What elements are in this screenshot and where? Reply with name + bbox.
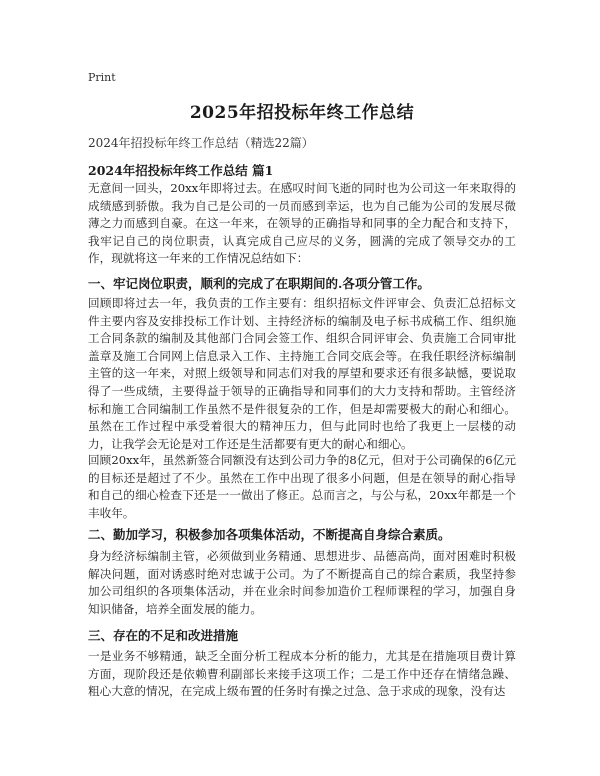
- section-1-paragraph-1: 回顾即将过去一年，我负责的工作主要有：组织招标文件评审会、负责汇总招标文件主要内容及安排投标工作计划、主持经济标的编制及电子标书成稿工作、组织施工合同条款的编制及其他部门合同会签工作、组织合同评审会、负责施工合同审批盖章及施工合同网上信息录入工作、主持施工合同交底会等。在我任职经济标编制主管的这一年来，对照上级领导和同志们对我的厚望和要求还有很多缺憾，要说取得了一些成绩，主要得益于领导的正确指导和同事们的大力支持和帮助。主管经济标和施工合同编制工作虽然不是件很复杂的工作，但是却需要极大的耐心和细心。虽然在工作过程中承受着很大的精神压力，但与此同时也给了我更上一层楼的动力，让我学会无论是对工作还是生活都要有更大的耐心和细心。: [88, 296, 516, 451]
- section-3-paragraph-1: 一是业务不够精通，缺乏全面分析工程成本分析的能力，尤其是在措施项目费计算方面，现阶段还是依赖曹利副部长来接手这项工作；二是工作中还存在情绪急躁、粗心大意的情况，在完成上级布置的任务时有操之过急、急于求成的现象，没有达: [88, 649, 516, 699]
- section-1-paragraph-2: 回顾20xx年，虽然新签合同额没有达到公司力争的8亿元，但对于公司确保的6亿元的目标还是超过了不少。虽然在工作中出现了很多小问题，但是在领导的耐心指导和自己的细心检查下还是一一做出了修正。总而言之，与公与私，20xx年都是一个丰收年。: [88, 453, 516, 520]
- document-title: 2025年招投标年终工作总结: [189, 103, 415, 123]
- part-title: 2024年招投标年终工作总结 篇1: [88, 163, 274, 178]
- print-label[interactable]: Print: [88, 71, 116, 84]
- section-3-heading: 三、存在的不足和改进措施: [88, 628, 239, 643]
- section-2-paragraph-1: 身为经济标编制主管，必须做到业务精通、思想进步、品德高尚，面对困难时积极解决问题，面对诱惑时绝对忠诚于公司。为了不断提高自己的综合素质，我坚持参加公司组织的各项集体活动，并在业余时间参加造价工程师课程的学习，加强自身知识储备，培养全面发展的能力。: [88, 549, 516, 616]
- section-1-heading: 一、牢记岗位职责，顺利的完成了在职期间的.各项分管工作。: [88, 276, 430, 291]
- section-2-heading: 二、勤加学习，积极参加各项集体活动，不断提高自身综合素质。: [88, 527, 451, 542]
- intro-paragraph: 无意间一回头，20xx年即将过去。在感叹时间飞逝的同时也为公司这一年来取得的成绩感到骄傲。我为自己是公司的一员而感到幸运，也为自己能为公司的发展尽微薄之力而感到自豪。在这一年来，在领导的正确指导和同事的全力配合和支持下，我牢记自己的岗位职责，认真完成自己应尽的义务，圆满的完成了领导交办的工作，现就将这一年来的工作情况总结如下：: [88, 181, 516, 266]
- document-subtitle: 2024年招投标年终工作总结（精选22篇）: [88, 136, 314, 150]
